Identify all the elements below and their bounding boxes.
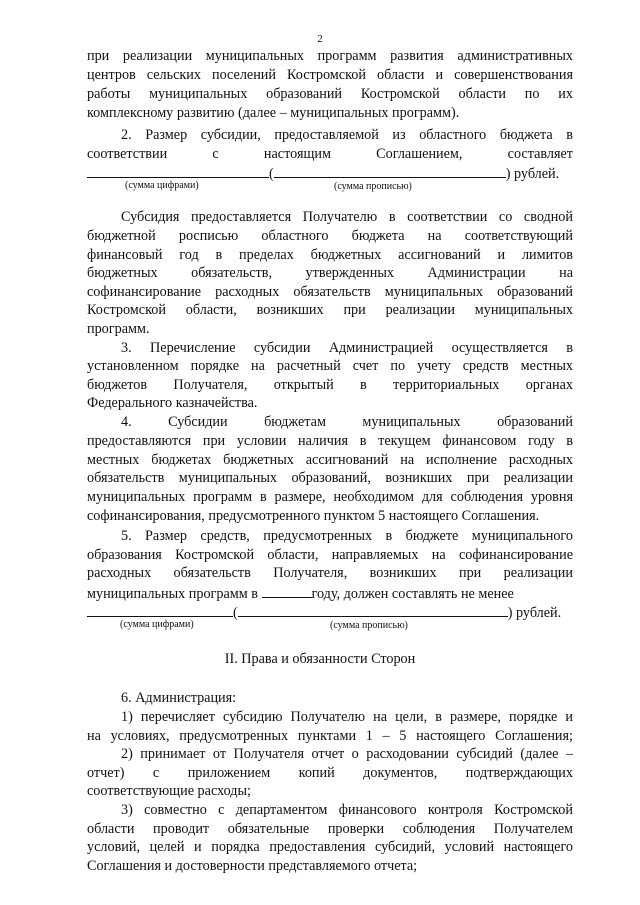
text-line: образования Костромской области, направляемых на софинансирование bbox=[87, 547, 573, 563]
section-title: II. Права и обязанности Сторон bbox=[224, 651, 416, 667]
text-line: обязательств муниципальных образований, возникших при реализации bbox=[87, 470, 573, 486]
text-line: софинансирования, предусмотренного пунктом 5 настоящего Соглашения. bbox=[87, 508, 540, 524]
text-line: местных бюджетах бюджетных ассигнований на исполнение расходных bbox=[87, 452, 573, 468]
text-line: области проводит обязательные проверки соблюдения Получателем bbox=[87, 821, 573, 837]
text-line: отчет) с приложением копий документов, подтверждающих bbox=[87, 765, 573, 781]
text-line: 6. Администрация: bbox=[121, 690, 237, 706]
text-fragment: году, должен составлять не менее bbox=[311, 586, 514, 602]
text-fragment: муниципальных программ в bbox=[87, 586, 258, 602]
text-line: предоставляются при условии наличия в текущем финансовом году в bbox=[87, 433, 573, 449]
amount-words-blank[interactable] bbox=[274, 163, 506, 178]
caption-sum-digits: (сумма цифрами) bbox=[120, 619, 194, 630]
text-line: 3. Перечисление субсидии Администрацией осуществляется в bbox=[121, 340, 573, 356]
text-line: 2) принимает от Получателя отчет о расходовании субсидий (далее – bbox=[121, 746, 573, 762]
text-line: центров сельских поселений Костромской области и совершенствования bbox=[87, 67, 573, 83]
currency-text: ) рублей. bbox=[507, 605, 562, 621]
text-line: 2. Размер субсидии, предоставляемой из областного бюджета в bbox=[121, 127, 573, 143]
text-line: Костромской области, возникших при реализации муниципальных bbox=[87, 302, 573, 318]
year-blank[interactable] bbox=[262, 583, 312, 598]
text-line: 1) перечисляет субсидию Получателю на цели, в размере, порядке и bbox=[121, 709, 573, 725]
text-line: софинансирование расходных обязательств муниципальных образований bbox=[87, 284, 573, 300]
text-line: 4. Субсидии бюджетам муниципальных образований bbox=[121, 414, 573, 430]
text-line: Субсидия предоставляется Получателю в соответствии со сводной bbox=[121, 209, 573, 225]
currency-text: ) рублей. bbox=[505, 166, 560, 182]
text-line: бюджетной росписью областного бюджета на соответствующий bbox=[87, 228, 573, 244]
text-line: Соглашения и достоверности представляемого отчета; bbox=[87, 858, 418, 874]
text-line: работы муниципальных образований Костромской области по их bbox=[87, 86, 573, 102]
text-line: при реализации муниципальных программ развития административных bbox=[87, 48, 573, 64]
text-line: Федерального казначейства. bbox=[87, 395, 258, 411]
text-line: на условиях, предусмотренных пунктами 1 – 5 настоящего Соглашения; bbox=[87, 728, 573, 744]
amount-digits-blank[interactable] bbox=[87, 602, 233, 617]
caption-sum-words: (сумма прописью) bbox=[330, 620, 408, 631]
amount-words-blank[interactable] bbox=[238, 602, 508, 617]
text-line: 5. Размер средств, предусмотренных в бюджете муниципального bbox=[121, 528, 573, 544]
text-line: соответствующие расходы; bbox=[87, 783, 251, 799]
text-line: программ. bbox=[87, 321, 150, 337]
text-line: соответствии с настоящим Соглашением, составляет bbox=[87, 146, 573, 162]
paren-open: ( bbox=[233, 605, 238, 621]
text-line: бюджетов Получателя, открытый в территориальных органах bbox=[87, 377, 573, 393]
caption-sum-words: (сумма прописью) bbox=[334, 181, 412, 192]
caption-sum-digits: (сумма цифрами) bbox=[125, 180, 199, 191]
text-line: бюджетных обязательств, утвержденных Администрации на bbox=[87, 265, 573, 281]
paren-open: ( bbox=[269, 166, 274, 182]
text-line: финансовый год в пределах бюджетных ассигнований и лимитов bbox=[87, 247, 573, 263]
text-line: условий, целей и порядка предоставления субсидий, условий настоящего bbox=[87, 839, 573, 855]
text-line: комплексному развитию (далее – муниципальных программ). bbox=[87, 105, 460, 121]
text-line: установленном порядке на расчетный счет по учету средств местных bbox=[87, 358, 573, 374]
text-line: 3) совместно с департаментом финансового контроля Костромской bbox=[121, 802, 573, 818]
text-line: муниципальных программ в размере, необходимом для соблюдения уровня bbox=[87, 489, 573, 505]
amount-digits-blank[interactable] bbox=[87, 163, 269, 178]
page-number: 2 bbox=[317, 33, 323, 45]
text-line: расходных обязательств Получателя, возникших при реализации bbox=[87, 565, 573, 581]
year-line bbox=[87, 583, 573, 602]
